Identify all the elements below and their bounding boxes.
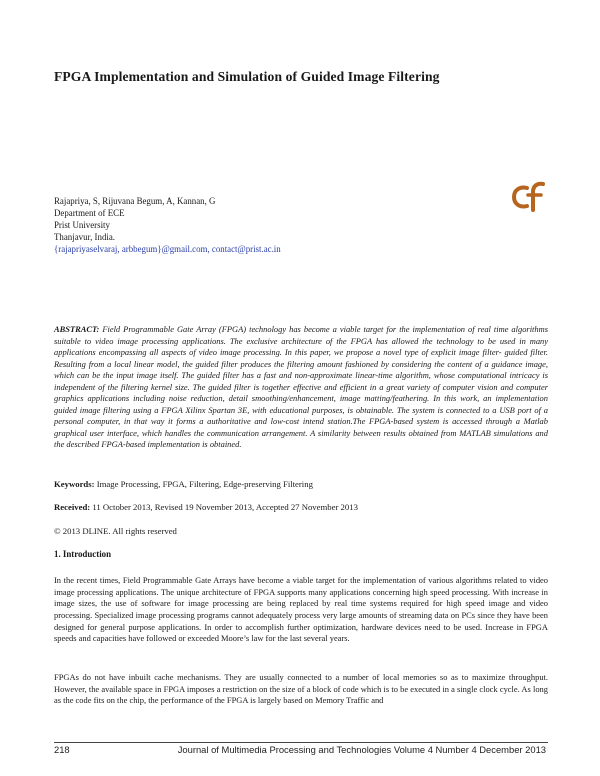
author-university: Prist University [54, 219, 110, 230]
keywords-line [54, 479, 548, 489]
author-emails[interactable]: {rajapriyaselvaraj, arbbegum}@gmail.com, contact@prist.ac.in [54, 243, 281, 254]
abstract-text: Field Programmable Gate Array (FPGA) technology has become a viable target for the implementation of real time algorithms suitable to video image processing applications. The exclusive architecture of the FPGA has allowed the technology to be used in many applications encompassing all aspects of video image processing. In this paper, we propose a novel type of explicit image filter- guided filter. Resulting from a local linear model, the guided filter produces the filtering amount fashioned by considering the content of a guidance image, which can be the input image itself. The guided filter has a fast and non-approximate linear-time algorithm, whose computational intricacy is independent of the filtering kernel size. The guided filter is together effective and efficient in a great variety of computer vision and computer graphics applications including noise reduction, detail smoothing/enhancement, image matting/feathering. In this work, an implementation guided image filtering using a FPGA Xilinx Spartan 3E, with educational purposes, is obtainable. The system is connected to a USB port of a personal computer, in that way it forms a authoritative and low-cost intend station.The FPGA-based system is accessed through a Matlab graphical user interface, which handles the communication arrangement. A similarity between results obtained from MATLAB simulations and the described FPGA-based implementation is obtained. [54, 324, 549, 450]
copyright-line: © 2013 DLINE. All rights reserved [54, 526, 177, 536]
page-footer [54, 744, 548, 758]
received-line [54, 502, 548, 512]
author-department: Department of ECE [54, 207, 125, 218]
received-label: Received: [54, 502, 91, 512]
author-names: Rajapriya, S, Rijuvana Begum, A, Kannan, G [54, 196, 216, 206]
received-text: 11 October 2013, Revised 19 November 2013, Accepted 27 November 2013 [92, 502, 358, 512]
author-city: Thanjavur, India. [54, 231, 116, 242]
intro-paragraph-1: In the recent times, Field Programmable Gate Arrays have become a viable target for the implementation of various algorithms related to video image processing applications. The unique architecture of FPGA supports many applications concerning high speed processing. With increase in image sizes, the use of software for image processing are being replaced by real time systems required for high speed image and video processing. Specialized image processing programs cannot adequately process very large amounts of streaming data on PCs since they have been designed for general purpose applications. In order to accomplish further optimization, hardware devices need to be used. Increase in FPGA speeds and capacities have followed or exceeded Moore’s law for the last several years. [54, 575, 548, 644]
cf-publisher-logo-icon [510, 180, 550, 214]
keywords-text: Image Processing, FPGA, Filtering, Edge-preserving Filtering [96, 479, 313, 489]
footer-rule [54, 742, 548, 743]
section-heading: 1. Introduction [54, 549, 112, 559]
intro-paragraph-2: FPGAs do not have inbuilt cache mechanisms. They are usually connected to a number of local memories so as to maximize throughput. However, the available space in FPGA imposes a restriction on the size of a block of code which is to be executed in a single clock cycle. As long as the code fits on the chip, the performance of the FPGA is largely based on Memory Traffic and [54, 672, 548, 706]
keywords-label: Keywords: [54, 479, 95, 489]
paper-title: FPGA Implementation and Simulation of Guided Image Filtering [54, 69, 440, 84]
page-number: 218 [54, 744, 70, 755]
author-block [54, 196, 414, 256]
abstract-label: ABSTRACT: [54, 324, 100, 334]
abstract [54, 324, 548, 451]
journal-info: Journal of Multimedia Processing and Technologies Volume 4 Number 4 December 2013 [177, 744, 546, 755]
